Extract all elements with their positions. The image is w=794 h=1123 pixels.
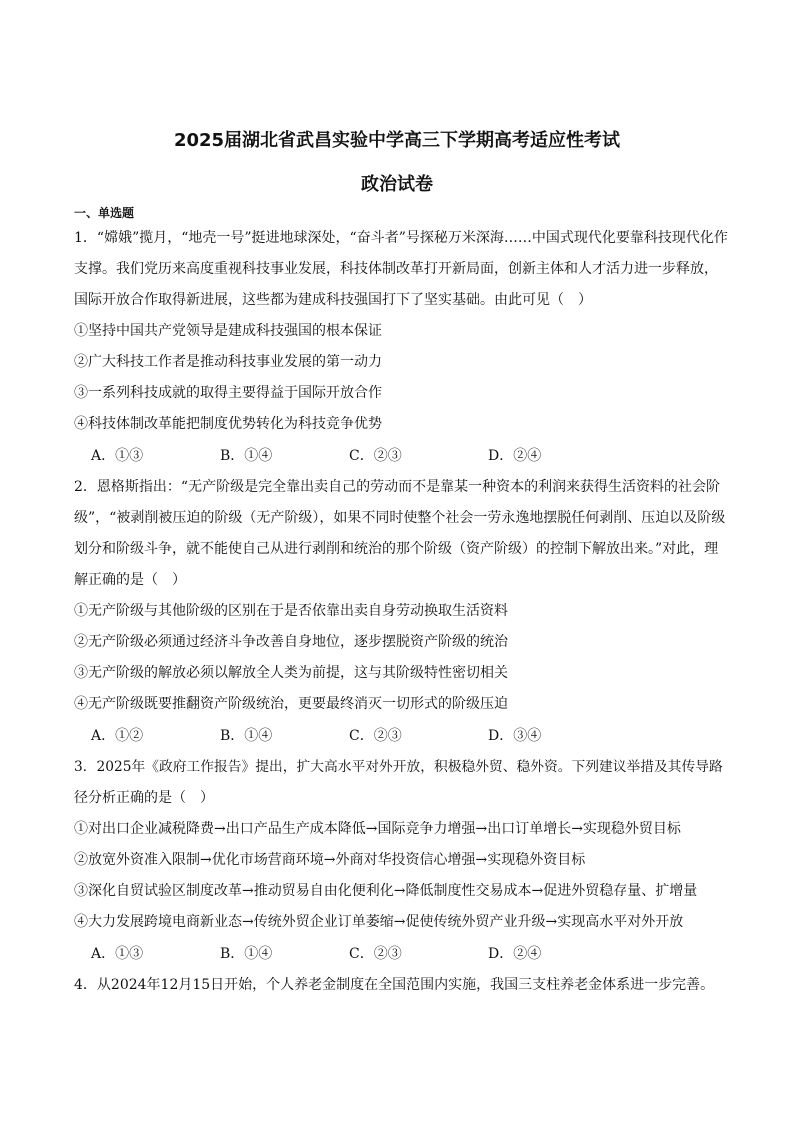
question-1-stem-line: 支撑。我们党历来高度重视科技事业发展，科技体制改革打开新局面，创新主体和人才活力进一步释放，: [74, 261, 718, 277]
option-a[interactable]: A．①②: [91, 728, 144, 744]
question-3-statement: ②放宽外资准入限制→优化市场营商环境→外商对华投资信心增强→实现稳外资目标: [74, 852, 586, 868]
question-4-stem-line: 4．从2024年12月15日开始，个人养老金制度在全国范围内实施，我国三支柱养老金体系进一步完善。: [74, 977, 715, 993]
question-3-stem-line: 径分析正确的是（ ）: [74, 790, 214, 806]
exam-title: 2025届湖北省武昌实验中学高三下学期高考适应性考试: [173, 130, 621, 151]
question-3-statement: ①对出口企业减税降费→出口产品生产成本降低→国际竞争力增强→出口订单增长→实现稳外贸目标: [74, 821, 681, 837]
question-2-stem-line: 解正确的是（ ）: [74, 572, 186, 588]
option-b[interactable]: B．①④: [220, 728, 273, 744]
option-a[interactable]: A．①③: [91, 946, 144, 962]
question-2-stem-line: 划分和阶级斗争，就不能使自己从进行剥削和统治的那个阶级（资产阶级）的控制下解放出来。”对此，理: [74, 541, 719, 557]
question-1-statement: ②广大科技工作者是推动科技事业发展的第一动力: [74, 354, 382, 370]
option-d[interactable]: D．②④: [488, 946, 542, 962]
question-1-statement: ④科技体制改革能把制度优势转化为科技竞争优势: [74, 416, 382, 432]
question-2-stem-line: 级”，“被剥削被压迫的阶级（无产阶级），如果不同时使整个社会一劳永逸地摆脱任何剥削、压迫以及阶级: [74, 510, 726, 526]
question-2-stem-line: 2．恩格斯指出：“无产阶级是完全靠出卖自己的劳动而不是靠某一种资本的利润来获得生活资料的社会阶: [74, 479, 721, 495]
question-1-statement: ①坚持中国共产党领导是建成科技强国的根本保证: [74, 323, 382, 339]
question-1-statement: ③一系列科技成就的取得主要得益于国际开放合作: [74, 385, 382, 401]
option-d[interactable]: D．③④: [488, 728, 542, 744]
option-c[interactable]: C．②③: [349, 728, 402, 744]
option-a[interactable]: A．①③: [91, 448, 144, 464]
option-b[interactable]: B．①④: [220, 448, 273, 464]
section-heading: 一、单选题: [74, 206, 135, 220]
question-3-stem-line: 3．2025年《政府工作报告》提出，扩大高水平对外开放，积极稳外贸、稳外资。下列建议举措及其传导路: [74, 759, 723, 775]
question-2-statement: ④无产阶级既要推翻资产阶级统治，更要最终消灭一切形式的阶级压迫: [74, 696, 508, 712]
option-d[interactable]: D．②④: [488, 448, 542, 464]
option-c[interactable]: C．②③: [349, 946, 402, 962]
question-2-statement: ③无产阶级的解放必须以解放全人类为前提，这与其阶级特性密切相关: [74, 665, 508, 681]
question-2-statement: ①无产阶级与其他阶级的区别在于是否依靠出卖自身劳动换取生活资料: [74, 603, 508, 619]
exam-subject: 政治试卷: [361, 174, 433, 195]
question-1-stem-line: 1．“嫦娥”揽月，“地壳一号”挺进地球深处，“奋斗者”号探秘万米深海……中国式现代化要靠科技现代化作: [74, 230, 728, 246]
question-3-statement: ④大力发展跨境电商新业态→传统外贸企业订单萎缩→促使传统外贸产业升级→实现高水平对外开放: [74, 914, 684, 930]
option-c[interactable]: C．②③: [349, 448, 402, 464]
question-3-statement: ③深化自贸试验区制度改革→推动贸易自由化便利化→降低制度性交易成本→促进外贸稳存量、扩增量: [74, 883, 698, 899]
option-b[interactable]: B．①④: [220, 946, 273, 962]
question-2-statement: ②无产阶级必须通过经济斗争改善自身地位，逐步摆脱资产阶级的统治: [74, 634, 508, 650]
question-1-stem-line: 国际开放合作取得新进展，这些都为建成科技强国打下了坚实基础。由此可见（ ）: [74, 292, 592, 308]
